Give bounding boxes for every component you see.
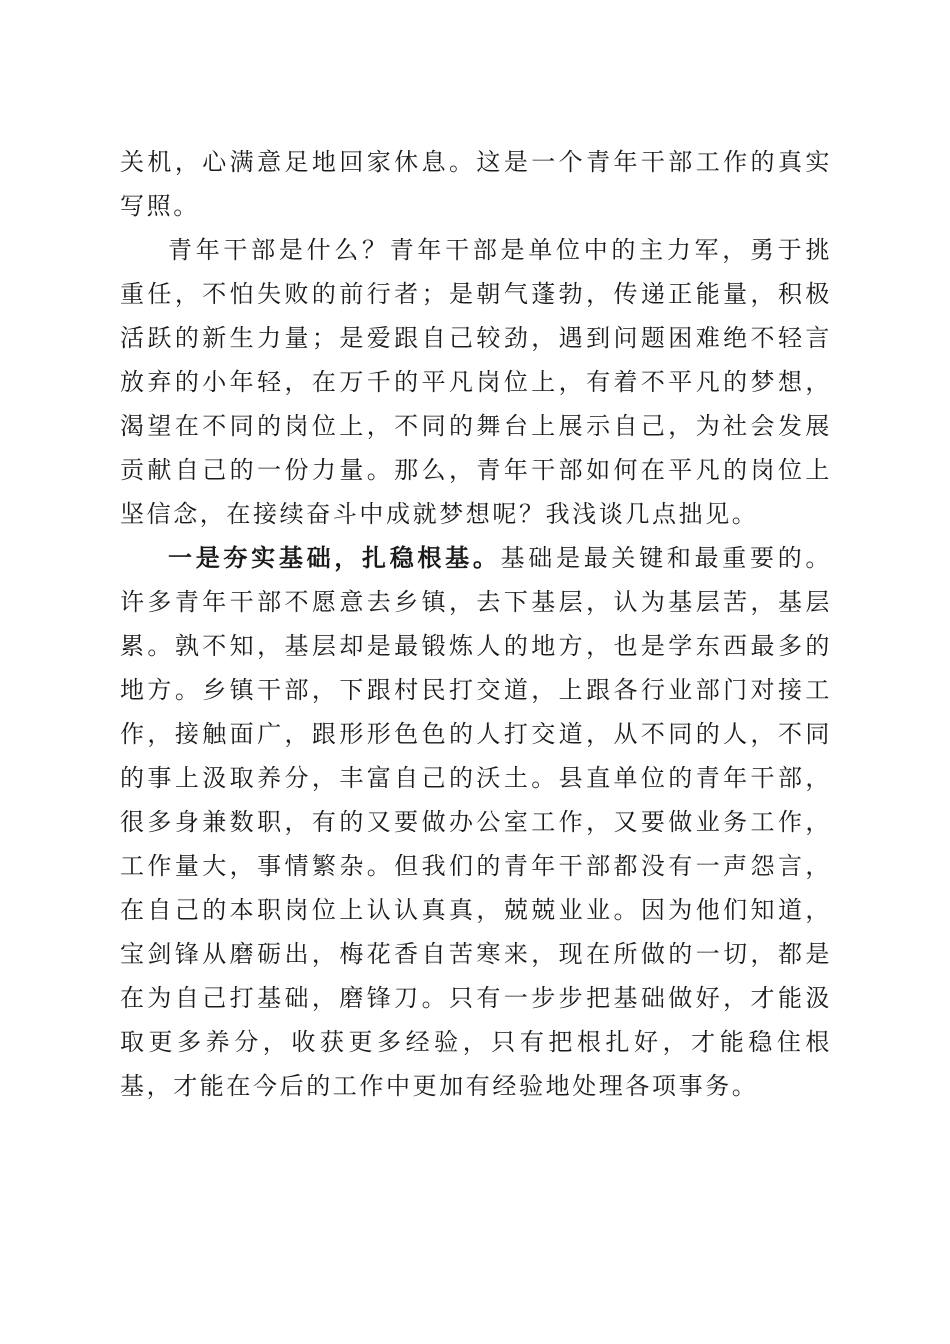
paragraph-continuation	[120, 140, 832, 228]
paragraph-text: 青年干部是什么？青年干部是单位中的主力军，勇于挑重任，不怕失败的前行者；是朝气蓬勃，传递正能量，积极活跃的新生力量；是爱跟自己较劲，遇到问题困难绝不轻言放弃的小年轻，在万千的平凡岗位上，有着不平凡的梦想，渴望在不同的岗位上，不同的舞台上展示自己，为社会发展贡献自己的一份力量。那么，青年干部如何在平凡的岗位上坚信念，在接续奋斗中成就梦想呢？我浅谈几点拙见。	[120, 236, 832, 528]
document-page	[120, 140, 832, 1108]
paragraph-point-one	[120, 536, 832, 1108]
paragraph-what-are-young-cadres	[120, 228, 832, 536]
paragraph-text: 基础是最关键和最重要的。许多青年干部不愿意去乡镇，去下基层，认为基层苦，基层累。孰不知，基层却是最锻炼人的地方，也是学东西最多的地方。乡镇干部，下跟村民打交道，上跟各行业部门对接工作，接触面广，跟形形色色的人打交道，从不同的人，不同的事上汲取养分，丰富自己的沃土。县直单位的青年干部，很多身兼数职，有的又要做办公室工作，又要做业务工作，工作量大，事情繁杂。但我们的青年干部都没有一声怨言，在自己的本职岗位上认认真真，兢兢业业。因为他们知道，宝剑锋从磨砺出，梅花香自苦寒来，现在所做的一切，都是在为自己打基础，磨锋刀。只有一步步把基础做好，才能汲取更多养分，收获更多经验，只有把根扎好，才能稳住根基，才能在今后的工作中更加有经验地处理各项事务。	[120, 544, 833, 1100]
paragraph-text: 关机，心满意足地回家休息。这是一个青年干部工作的真实写照。	[120, 148, 832, 220]
paragraph-lead-heading: 一是夯实基础，扎稳根基。	[168, 543, 501, 572]
